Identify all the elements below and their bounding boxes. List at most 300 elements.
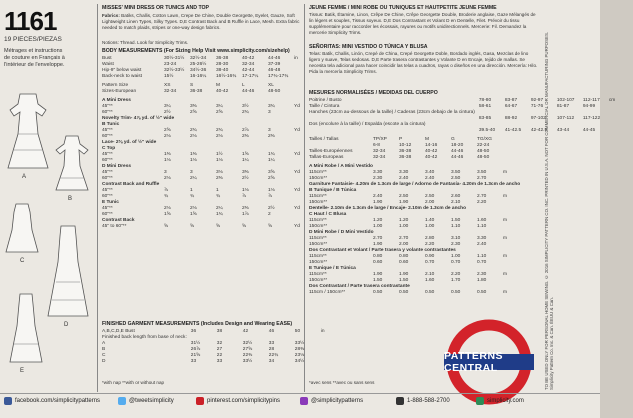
cell: S bbox=[190, 82, 194, 88]
cell: XL bbox=[268, 82, 274, 88]
fabrics-label: Fabrics: bbox=[102, 13, 120, 18]
cell: 117-122 bbox=[582, 115, 601, 121]
row-label: Hip-9" below waist bbox=[102, 67, 142, 73]
yardage-cell: ⅝ bbox=[268, 223, 273, 229]
cell: 71-76 bbox=[530, 103, 544, 109]
cell: G bbox=[451, 136, 455, 142]
cell: 64-67 bbox=[504, 103, 518, 109]
legal-side-text: TO BE USED ONLY FOR PERSONAL HOME SEWING. © 2016 SIMPLICITY PATTERN CO. INC. PRINTED IN U.S.A. NOT FOR COMMERCIAL OR MANUFACTURING PURPOSES. Simplicity Pattern Co. Inc. & Can. ÉEUU & Can. bbox=[544, 31, 554, 390]
facebook-text: facebook.com/simplicitypatterns bbox=[15, 398, 101, 404]
yardage-cell: 2⅜ bbox=[242, 133, 249, 139]
yardage-cell: 2.70 bbox=[399, 235, 409, 241]
cell: 102-107 bbox=[556, 97, 575, 103]
cell: 40-42 bbox=[242, 55, 255, 61]
yardage-cell: m bbox=[503, 271, 507, 277]
yardage-cell: 2.60 bbox=[451, 193, 461, 199]
yardage-cell: 1⅝ bbox=[164, 211, 171, 217]
row-label: Hanches (23cm au-dessous de la taille) / Caderas (23cm debajo de la cintura) bbox=[309, 109, 475, 115]
view-a-illustration bbox=[2, 90, 54, 172]
size-table bbox=[100, 82, 292, 94]
yardage-cell: 1.90 bbox=[373, 199, 383, 205]
cell: 25-26½ bbox=[190, 61, 207, 67]
view-heading: Contrast Back and Ruffle bbox=[102, 181, 160, 187]
yardage-cell: 3 bbox=[268, 127, 271, 133]
row-label: Finished back length from base of neck: bbox=[102, 334, 187, 340]
instagram-icon bbox=[300, 397, 308, 405]
view-heading: Dos Contrastant et Volant / Parte trasera y volante contrastantes bbox=[309, 247, 456, 253]
cell: 44-45 bbox=[582, 127, 596, 133]
yardage-cell: ⅞ bbox=[268, 193, 273, 199]
yardage-cell: 2⅜ bbox=[242, 205, 249, 211]
yardage-cell: 2⅝ bbox=[164, 127, 171, 133]
spanish-yardage-table bbox=[307, 163, 527, 295]
yardage-cell: Yd bbox=[294, 127, 300, 133]
view-label-b: B bbox=[68, 196, 73, 202]
cell: 42 bbox=[242, 328, 249, 334]
fabric-width: 150cm** bbox=[309, 277, 328, 283]
spanish-footnote: *avec sens **avec ou sans sens bbox=[309, 380, 375, 385]
cell: 18-20 bbox=[451, 142, 464, 148]
cell: 36 bbox=[190, 328, 197, 334]
view-e-illustration bbox=[6, 290, 46, 366]
yardage-cell: 1.70 bbox=[451, 277, 461, 283]
yardage-cell: 1.10 bbox=[477, 253, 487, 259]
cell: 22 bbox=[216, 352, 223, 358]
row-label: Bust bbox=[102, 55, 112, 61]
french-instructions-note: Métrages et instructions de couture en Français à l'intérieur de l'enveloppe. bbox=[4, 48, 65, 68]
fabrics-text: Batiks, Challis, Cotton Lawn, Crepe De Chine, Double Georgette, Eyelet, Gauze, Soft Lightweight Linen Types, Silky Types. D,E Contrast Back and B Ruffle in Lace, Mesh. Extra fabric needed to match plaids, stripes or one-way design fabrics. bbox=[102, 13, 300, 31]
yardage-cell: 1.00 bbox=[451, 253, 461, 259]
cell bbox=[607, 127, 633, 133]
fabric-width: 115cm** bbox=[309, 253, 327, 259]
row-label: Waist bbox=[102, 61, 114, 67]
phone-text: 1-888-588-2700 bbox=[407, 398, 450, 404]
yardage-cell: 1 bbox=[216, 187, 219, 193]
cell: 32-34 bbox=[373, 148, 386, 154]
cell: 21⅝ bbox=[190, 352, 201, 358]
yardage-cell: 0.90 bbox=[425, 253, 435, 259]
yardage-cell: m bbox=[503, 235, 507, 241]
yardage-cell: 1⅜ bbox=[190, 151, 197, 157]
globe-icon bbox=[476, 397, 484, 405]
yardage-cell: 3⅜ bbox=[242, 169, 249, 175]
yardage-cell: 0.50 bbox=[425, 289, 435, 295]
cell: 48-50 bbox=[477, 148, 490, 154]
yardage-cell: 3¾ bbox=[268, 103, 275, 109]
view-heading: B Tunique / B Túnica bbox=[309, 187, 357, 193]
cell: 43-44 bbox=[556, 127, 570, 133]
cell: 28-30 bbox=[216, 61, 229, 67]
cell: 16-16¼ bbox=[190, 73, 207, 79]
fabric-width: 45"** bbox=[102, 205, 113, 211]
cell: 46-48 bbox=[268, 67, 281, 73]
fabric-width: 115cm** bbox=[309, 169, 327, 175]
yardage-cell: 2.40 bbox=[373, 193, 383, 199]
yardage-cell: 1.50 bbox=[451, 217, 461, 223]
yardage-cell: 3⅛ bbox=[216, 169, 223, 175]
yardage-cell: 1.20 bbox=[373, 217, 383, 223]
cell: 28 bbox=[268, 346, 275, 352]
english-title: MISSES' MINI DRESS OR TUNICS AND TOP bbox=[102, 5, 210, 11]
yardage-table bbox=[100, 97, 318, 229]
yardage-cell: 3¼ bbox=[216, 103, 223, 109]
twitter-icon bbox=[118, 397, 126, 405]
cell: 33½ bbox=[294, 340, 305, 346]
yardage-cell: 1¾ bbox=[216, 211, 223, 217]
cell: 36-38 bbox=[216, 55, 229, 61]
cell: 32-34 bbox=[164, 88, 177, 94]
yardage-cell: 1.60 bbox=[477, 217, 487, 223]
cell: 30½-31½ bbox=[164, 55, 185, 61]
cell: 33½ bbox=[242, 358, 253, 364]
pinterest-link[interactable] bbox=[196, 397, 280, 405]
cell: 83-85 bbox=[478, 115, 492, 121]
cell: 27⅝ bbox=[242, 346, 253, 352]
cell: 46 bbox=[268, 328, 275, 334]
row-label: Taille / Cintura bbox=[309, 103, 340, 109]
cell: in bbox=[294, 55, 298, 61]
cell: 92-97 bbox=[530, 97, 544, 103]
view-heading: Lace- 2⅜ yd. of ½" wide bbox=[102, 139, 157, 145]
view-b-illustration bbox=[52, 132, 92, 194]
row-label: B bbox=[102, 346, 106, 352]
yardage-cell: 0.70 bbox=[451, 259, 461, 265]
yardage-cell: 1¼ bbox=[268, 157, 275, 163]
cell: XS bbox=[164, 82, 171, 88]
cell: 6-8 bbox=[373, 142, 380, 148]
yardage-cell: 2.20 bbox=[451, 271, 461, 277]
yardage-cell: 2⅛ bbox=[164, 133, 171, 139]
yardage-cell: 3.30 bbox=[399, 169, 409, 175]
yardage-cell: 0.60 bbox=[373, 259, 383, 265]
cell: 32 bbox=[216, 340, 223, 346]
cell: 81-87 bbox=[556, 103, 570, 109]
yardage-cell: 2.70 bbox=[477, 175, 487, 181]
cell: 38-40 bbox=[216, 67, 229, 73]
yardage-cell: Yd bbox=[294, 151, 300, 157]
cell: 40-42 bbox=[216, 88, 229, 94]
cell: 31½ bbox=[190, 340, 201, 346]
body-measurements-header: BODY MEASUREMENTS (For Sizing Help Visit www.simplicity.com/sizehelp) bbox=[102, 48, 290, 54]
view-heading: C Top bbox=[102, 145, 116, 151]
yardage-cell: 2¼ bbox=[216, 205, 223, 211]
spanish-title: SEÑORITAS: MINI VESTIDO O TÚNICA Y BLUSA bbox=[309, 44, 428, 50]
yardage-row bbox=[100, 223, 318, 229]
yardage-cell: 0.80 bbox=[399, 253, 409, 259]
cell: 27 bbox=[216, 346, 223, 352]
cell: 58-61 bbox=[478, 103, 492, 109]
yardage-cell: 2.40 bbox=[399, 175, 409, 181]
fabric-width: 60"** bbox=[102, 193, 113, 199]
cell: 42-42.5 bbox=[530, 127, 548, 133]
view-heading: C Haut / C Blusa bbox=[309, 211, 347, 217]
body-measurements-table bbox=[100, 55, 318, 79]
view-heading: E Tunique / E Túnica bbox=[309, 265, 356, 271]
fabric-width: 150cm** bbox=[309, 199, 328, 205]
view-heading: D Mini Robe / D Mini Vestido bbox=[309, 229, 374, 235]
yardage-cell: m bbox=[503, 193, 507, 199]
french-title: JEUNE FEMME / MINI ROBE OU TUNIQUES ET HAUTPETITE JEUNE FEMME bbox=[309, 5, 497, 11]
yardage-cell: 2⅜ bbox=[216, 175, 223, 181]
yardage-view-header bbox=[307, 181, 527, 187]
yardage-cell: 2.00 bbox=[399, 241, 409, 247]
body-measurement-row bbox=[100, 73, 318, 79]
yardage-cell: 2.20 bbox=[425, 241, 435, 247]
row-label: Tallas-Europeas bbox=[309, 154, 344, 160]
fabric-width: 115cm** bbox=[309, 217, 327, 223]
yardage-cell: ⅝ bbox=[216, 223, 221, 229]
cell: 22-24 bbox=[477, 142, 490, 148]
finished-measurements-header: FINISHED GARMENT MEASUREMENTS (Includes Design and Wearing EASE) bbox=[102, 321, 293, 327]
yardage-cell: 1¾ bbox=[268, 151, 275, 157]
cell: 44-46 bbox=[451, 154, 464, 160]
row-label bbox=[307, 127, 477, 133]
cell: 40-42 bbox=[425, 148, 438, 154]
yardage-cell: ⅞ bbox=[242, 193, 247, 199]
yardage-cell: m bbox=[503, 169, 507, 175]
yardage-cell: 2⅞ bbox=[242, 127, 249, 133]
cell: 33 bbox=[268, 340, 275, 346]
view-heading: A Mini Robe / A Mini Vestido bbox=[309, 163, 373, 169]
row-label: Sizes-European bbox=[102, 88, 137, 94]
yardage-cell: ¾ bbox=[164, 193, 169, 199]
fabric-width: 150cm** bbox=[309, 259, 328, 265]
yardage-cell: Yd bbox=[294, 187, 300, 193]
cell: 37-39 bbox=[268, 61, 281, 67]
yardage-cell: 2⅛ bbox=[190, 133, 197, 139]
cell: 42-44 bbox=[242, 67, 255, 73]
cell: 32½-33½ bbox=[164, 67, 185, 73]
yardage-cell: Yd bbox=[294, 223, 300, 229]
view-label-a: A bbox=[22, 174, 27, 180]
yardage-cell: 2⅝ bbox=[190, 109, 197, 115]
spanish-measurements-header: MESURES NORMALISÉES / MEDIDAS DEL CUERPO bbox=[309, 90, 438, 96]
yardage-cell: 2.30 bbox=[451, 241, 461, 247]
cell: 97-102 bbox=[530, 115, 546, 121]
yardage-cell: 2.30 bbox=[373, 175, 383, 181]
phone-icon bbox=[396, 397, 404, 405]
cell: 22⅜ bbox=[242, 352, 253, 358]
yardage-cell: 2¾ bbox=[242, 109, 249, 115]
view-heading: Dentelle- 2.10m de 1.3cm de large / Encaje- 2.10m de 1.3cm de ancho bbox=[309, 205, 467, 211]
yardage-cell: 2.10 bbox=[451, 199, 461, 205]
cell: 23-24 bbox=[164, 61, 177, 67]
pattern-number: 1161 bbox=[4, 6, 57, 36]
yardage-cell: 2¾ bbox=[216, 127, 223, 133]
yardage-cell: 1⅛ bbox=[242, 187, 249, 193]
spanish-telas: Telas: Batik, Challis, Linón, Crepé de China, Crepé Georgette Doble, Bordado inglés, Gasa, Mezclas de lino ligero y suave, Telas sedosas. D,E Parte trasera contrastantes y Volante D en Encaje, tejido de mallas. Se necesita tela adicional para hacer coincidir las telas a cuadros, rayas o diseños en una dirección. Mercería: Hilo. Pida la mercería Simplicity Trims. bbox=[309, 51, 538, 75]
size-row bbox=[100, 88, 292, 94]
yardage-cell: 1.80 bbox=[477, 277, 487, 283]
yardage-cell: 2 bbox=[268, 211, 271, 217]
cell: 26⅞ bbox=[190, 346, 201, 352]
cell: TG/XG bbox=[477, 136, 492, 142]
cell: cm bbox=[608, 97, 616, 103]
cell: 48-50 bbox=[477, 154, 490, 160]
fabric-width: 60"** bbox=[102, 109, 113, 115]
fabric-width: 60"** bbox=[102, 157, 113, 163]
view-heading: D Mini Dress bbox=[102, 163, 132, 169]
yardage-cell: 2⅛ bbox=[216, 133, 223, 139]
cell: 41-42.5 bbox=[504, 127, 522, 133]
view-heading: B Tunic bbox=[102, 121, 120, 127]
pinterest-text: pinterest.com/simplicitypins bbox=[207, 398, 281, 404]
fabric-width: 115cm** bbox=[309, 235, 327, 241]
instagram-link[interactable] bbox=[300, 397, 363, 405]
yardage-cell: m bbox=[503, 253, 507, 259]
fabric-width: 45"** bbox=[102, 169, 113, 175]
yardage-cell: 0.50 bbox=[399, 289, 409, 295]
row-label: A bbox=[102, 340, 106, 346]
cell: 34 bbox=[268, 358, 275, 364]
yardage-cell: 2¾ bbox=[190, 127, 197, 133]
yardage-cell: 0.60 bbox=[399, 259, 409, 265]
cell: 32½ bbox=[242, 340, 253, 346]
yardage-cell: 1.90 bbox=[399, 271, 409, 277]
yardage-cell: 2.50 bbox=[425, 193, 435, 199]
view-d-illustration bbox=[46, 222, 90, 320]
finished-measurements-table bbox=[100, 328, 345, 364]
patterns-central-watermark: PATTERNS CENTRAL bbox=[444, 354, 534, 370]
yardage-cell: 1.10 bbox=[477, 223, 487, 229]
cell: 33 bbox=[216, 358, 223, 364]
cell bbox=[319, 358, 345, 364]
view-heading: Garniture Fantaisie- 4.20m de 1.3cm de large / Adorno de Fantasía- 4.20m de 1.3cm de ancho bbox=[309, 181, 521, 187]
cell: 17-17¼ bbox=[242, 73, 259, 79]
yardage-cell: 2½ bbox=[164, 109, 171, 115]
cell: 36-38 bbox=[190, 88, 203, 94]
yardage-cell: 1.10 bbox=[451, 223, 461, 229]
yardage-cell: 1⅛ bbox=[190, 157, 197, 163]
cell: 44-46 bbox=[451, 148, 464, 154]
fabric-width: 150cm** bbox=[309, 223, 328, 229]
row-label: Poitrine / Busto bbox=[309, 97, 342, 103]
cell: 39.5-40 bbox=[478, 127, 496, 133]
yardage-cell: 2.70 bbox=[373, 235, 383, 241]
yardage-cell: 1.60 bbox=[425, 277, 435, 283]
cell: 88-92 bbox=[504, 115, 518, 121]
yardage-cell: 2.10 bbox=[425, 271, 435, 277]
english-fabrics bbox=[102, 13, 300, 31]
twitter-text: @tweetsimplicity bbox=[129, 398, 174, 404]
cell: 83-87 bbox=[504, 97, 518, 103]
yardage-cell: 3.30 bbox=[477, 235, 487, 241]
row-label: A,B,C,D,E Bust bbox=[102, 328, 135, 334]
yardage-cell: 3¼ bbox=[164, 103, 171, 109]
yardage-cell: ⅞ bbox=[164, 187, 169, 193]
cell: 38 bbox=[216, 328, 223, 334]
yardage-cell: ¾ bbox=[216, 193, 221, 199]
cell: 50 bbox=[294, 328, 301, 334]
yardage-cell: 1.20 bbox=[399, 217, 409, 223]
yardage-cell: 1⅜ bbox=[164, 151, 171, 157]
yardage-cell: 2.00 bbox=[425, 199, 435, 205]
fabric-width: 150cm** bbox=[309, 175, 328, 181]
fabric-width: 115cm** bbox=[309, 271, 327, 277]
yardage-cell: 1⅛ bbox=[268, 187, 275, 193]
yardage-cell: 2.50 bbox=[451, 175, 461, 181]
fabric-width: 60"** bbox=[102, 175, 113, 181]
cell: M bbox=[216, 82, 220, 88]
yardage-cell: 1.00 bbox=[399, 223, 409, 229]
view-label-d: D bbox=[64, 322, 69, 328]
phone-number bbox=[396, 397, 450, 405]
view-heading: Dos Contrastant / Parte trasera contrastante bbox=[309, 283, 410, 289]
yardage-cell: 3.50 bbox=[477, 169, 487, 175]
yardage-cell: 2⅛ bbox=[164, 175, 171, 181]
row-label: Tailles / Tallas bbox=[309, 136, 339, 142]
cell: M bbox=[425, 136, 429, 142]
cell: 44-46 bbox=[268, 55, 281, 61]
twitter-link[interactable] bbox=[118, 397, 174, 405]
cell: in bbox=[320, 328, 325, 334]
english-footnote: *with nap **with or without nap bbox=[102, 380, 165, 385]
instagram-text: @simplicitypatterns bbox=[311, 398, 364, 404]
facebook-link[interactable] bbox=[4, 397, 100, 405]
yardage-cell: 1½ bbox=[216, 151, 223, 157]
view-label-c: C bbox=[20, 258, 25, 264]
yardage-cell: 2⅜ bbox=[268, 133, 275, 139]
row-label: Back-neck to waist bbox=[102, 73, 142, 79]
cell: 23⅛ bbox=[294, 352, 305, 358]
row-label: Pattern Size bbox=[102, 82, 129, 88]
yardage-cell: 1⅝ bbox=[190, 211, 197, 217]
yardage-cell: 3⅜ bbox=[190, 103, 197, 109]
cell: 17¾-17¾ bbox=[268, 73, 289, 79]
cell: 44-46 bbox=[242, 88, 255, 94]
view-heading: Novelty Trim- 4⅞ yd. of ½" wide bbox=[102, 115, 175, 121]
view-c-illustration bbox=[2, 200, 42, 256]
yardage-cell: 0.50 bbox=[451, 289, 461, 295]
fabric-width: 45"** bbox=[102, 103, 113, 109]
pattern-pieces-count: 19 PIECES/PIEZAS bbox=[4, 36, 62, 43]
view-label-e: E bbox=[20, 368, 25, 374]
yardage-cell: 3⅝ bbox=[268, 169, 275, 175]
cell: 10-12 bbox=[399, 142, 412, 148]
yardage-cell: m bbox=[503, 289, 507, 295]
yardage-cell: 1.90 bbox=[399, 199, 409, 205]
yardage-cell: 3.40 bbox=[425, 169, 435, 175]
yardage-cell: Yd bbox=[294, 205, 300, 211]
english-notions: Notions: Thread. Look for Simplicity Trims. bbox=[102, 40, 189, 45]
spanish-size-table bbox=[307, 136, 501, 160]
cell: 94-99 bbox=[582, 103, 596, 109]
cell: 48-50 bbox=[268, 88, 281, 94]
cell: 36-38 bbox=[399, 154, 412, 160]
yardage-cell: 2.20 bbox=[477, 199, 487, 205]
cell: 16½-16¾ bbox=[216, 73, 237, 79]
cell: P bbox=[399, 136, 403, 142]
fabric-width: 150cm** bbox=[309, 241, 328, 247]
yardage-cell: 1.50 bbox=[399, 277, 409, 283]
footer-divider bbox=[0, 393, 600, 394]
row-label: C bbox=[102, 352, 106, 358]
view-heading: Contrast Back bbox=[102, 217, 135, 223]
yardage-cell: 1.90 bbox=[373, 271, 383, 277]
facebook-icon bbox=[4, 397, 12, 405]
yardage-cell: 0.50 bbox=[477, 289, 487, 295]
yardage-cell: 0.70 bbox=[425, 259, 435, 265]
cell: 40-42 bbox=[425, 154, 438, 160]
yardage-cell: 1.50 bbox=[373, 277, 383, 283]
fabric-width: 45"** bbox=[102, 187, 113, 193]
yardage-cell: Yd bbox=[294, 103, 300, 109]
cell: 36-38 bbox=[399, 148, 412, 154]
yardage-cell: 0.50 bbox=[373, 289, 383, 295]
fabric-width: 45" to 60"** bbox=[102, 223, 127, 229]
website-link[interactable] bbox=[476, 397, 524, 405]
fabric-width: 60"** bbox=[102, 211, 113, 217]
